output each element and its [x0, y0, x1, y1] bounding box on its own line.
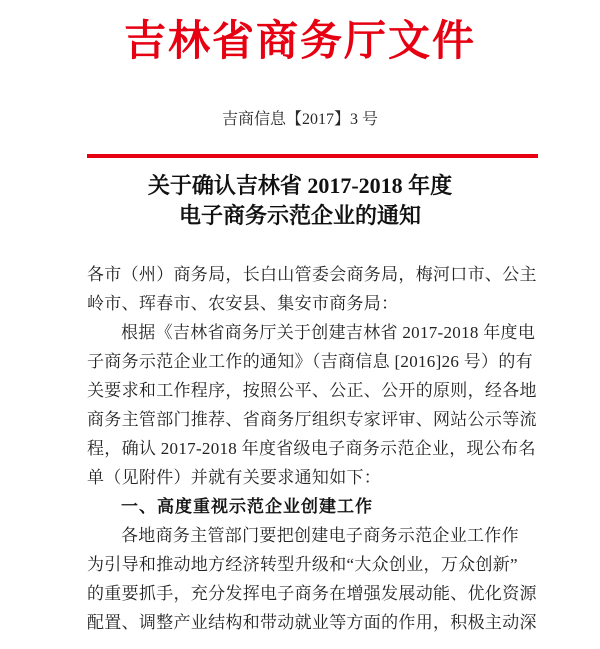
body-line: 为引导和推动地方经济转型升级和“大众创业，万众创新” [87, 555, 518, 574]
body-line: 根据《吉林省商务厅关于创建吉林省 2017-2018 年度电 [121, 323, 536, 342]
body-line: 商务主管部门推荐、省商务厅组织专家评审、网站公示等流 [87, 410, 537, 429]
body-line: 关要求和工作程序，按照公平、公正、公开的原则，经各地 [87, 381, 537, 400]
body-line: 单（见附件）并就有关要求通知如下： [87, 468, 382, 487]
letterhead-title: 吉林省商务厅文件 [123, 19, 476, 65]
body-line: 的重要抓手，充分发挥电子商务在增强发展动能、优化资源 [87, 584, 537, 603]
body-line: 各地商务主管部门要把创建电子商务示范企业工作作 [121, 526, 519, 545]
section-heading-1: 一、高度重视示范企业创建工作 [121, 497, 373, 516]
body-line: 子商务示范企业工作的通知》（吉商信息 [2016]26 号）的有 [87, 352, 533, 371]
red-divider-line [87, 154, 538, 158]
body-line-addressee-2: 岭市、珲春市、农安县、集安市商务局： [87, 294, 399, 313]
body-line: 配置、调整产业结构和带动就业等方面的作用，积极主动深 [87, 613, 537, 632]
body-line: 程，确认 2017-2018 年度省级电子商务示范企业，现公布名 [87, 439, 536, 458]
body-line-addressee-1: 各市（州）商务局，长白山管委会商务局，梅河口市、公主 [87, 265, 537, 284]
document-title [0, 171, 600, 231]
document-number: 吉商信息【2017】3 号 [221, 111, 378, 128]
document-title-line2: 电子商务示范企业的通知 [178, 203, 421, 228]
document-title-line1: 关于确认吉林省 2017-2018 年度 [147, 173, 453, 198]
document-body [87, 260, 539, 637]
